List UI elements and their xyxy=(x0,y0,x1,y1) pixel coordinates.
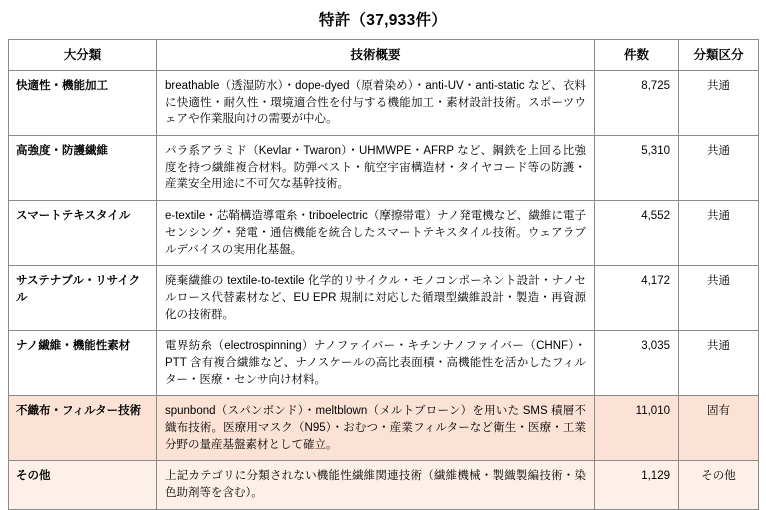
column-header-description: 技術概要 xyxy=(157,40,595,71)
cell-type: 固有 xyxy=(679,396,759,461)
cell-category: 高強度・防護繊維 xyxy=(9,136,157,201)
cell-category: スマートテキスタイル xyxy=(9,201,157,266)
table-row xyxy=(9,136,759,201)
cell-description: e-textile・芯鞘構造導電糸・triboelectric（摩擦帯電）ナノ発電機など、繊維に電子センシング・発電・通信機能を統合したスマートテキスタイル技術。ウェアラブルデバイスの実用化基盤。 xyxy=(157,201,595,266)
cell-type: 共通 xyxy=(679,136,759,201)
table-row xyxy=(9,201,759,266)
column-header-type: 分類区分 xyxy=(679,40,759,71)
cell-category: サステナブル・リサイクル xyxy=(9,266,157,331)
cell-category: 快適性・機能加工 xyxy=(9,71,157,136)
cell-count: 3,035 xyxy=(595,331,679,396)
cell-count: 1,129 xyxy=(595,461,679,509)
cell-count: 11,010 xyxy=(595,396,679,461)
cell-description: spunbond（スパンボンド）・meltblown（メルトブローン）を用いた SMS 積層不織布技術。医療用マスク（N95）・おむつ・産業フィルターなど衛生・医療・工業分野の量産基盤素材として確立。 xyxy=(157,396,595,461)
table-row xyxy=(9,266,759,331)
cell-type: 共通 xyxy=(679,71,759,136)
table-row xyxy=(9,71,759,136)
cell-category: 不織布・フィルター技術 xyxy=(9,396,157,461)
column-header-category: 大分類 xyxy=(9,40,157,71)
cell-description: breathable（透湿防水）・dope-dyed（原着染め）・anti-UV・anti-static など、衣料に快適性・耐久性・環境適合性を付与する機能加工・素材設計技術。スポーツウェアや作業服向けの需要が中心。 xyxy=(157,71,595,136)
patent-category-table xyxy=(8,39,759,510)
cell-count: 5,310 xyxy=(595,136,679,201)
table-row xyxy=(9,331,759,396)
cell-count: 8,725 xyxy=(595,71,679,136)
cell-description: 電界紡糸（electrospinning）ナノファイバー・キチンナノファイバー（CHNF）・PTT 含有複合繊維など、ナノスケールの高比表面積・高機能性を活かしたフィルター・医療・センサ向け材料。 xyxy=(157,331,595,396)
table-header-row xyxy=(9,40,759,71)
cell-type: 共通 xyxy=(679,201,759,266)
page-title: 特許（37,933件） xyxy=(318,12,448,29)
table-row-other xyxy=(9,461,759,509)
cell-description: 上記カテゴリに分類されない機能性繊維関連技術（繊維機械・製織製編技術・染色助剤等を含む）。 xyxy=(157,461,595,509)
column-header-count: 件数 xyxy=(595,40,679,71)
cell-type: 共通 xyxy=(679,266,759,331)
cell-description: 廃棄繊維の textile-to-textile 化学的リサイクル・モノコンポーネント設計・ナノセルロース代替素材など、EU EPR 規制に対応した循環型繊維設計・製造・再資源化の技術群。 xyxy=(157,266,595,331)
cell-category: その他 xyxy=(9,461,157,509)
cell-type: 共通 xyxy=(679,331,759,396)
cell-type: その他 xyxy=(679,461,759,509)
cell-category: ナノ繊維・機能性素材 xyxy=(9,331,157,396)
cell-count: 4,552 xyxy=(595,201,679,266)
cell-description: パラ系アラミド（Kevlar・Twaron）・UHMWPE・AFRP など、鋼鉄を上回る比強度を持つ繊維複合材料。防弾ベスト・航空宇宙構造材・タイヤコード等の防護・産業安全用途に不可欠な基幹技術。 xyxy=(157,136,595,201)
cell-count: 4,172 xyxy=(595,266,679,331)
table-row-highlighted xyxy=(9,396,759,461)
